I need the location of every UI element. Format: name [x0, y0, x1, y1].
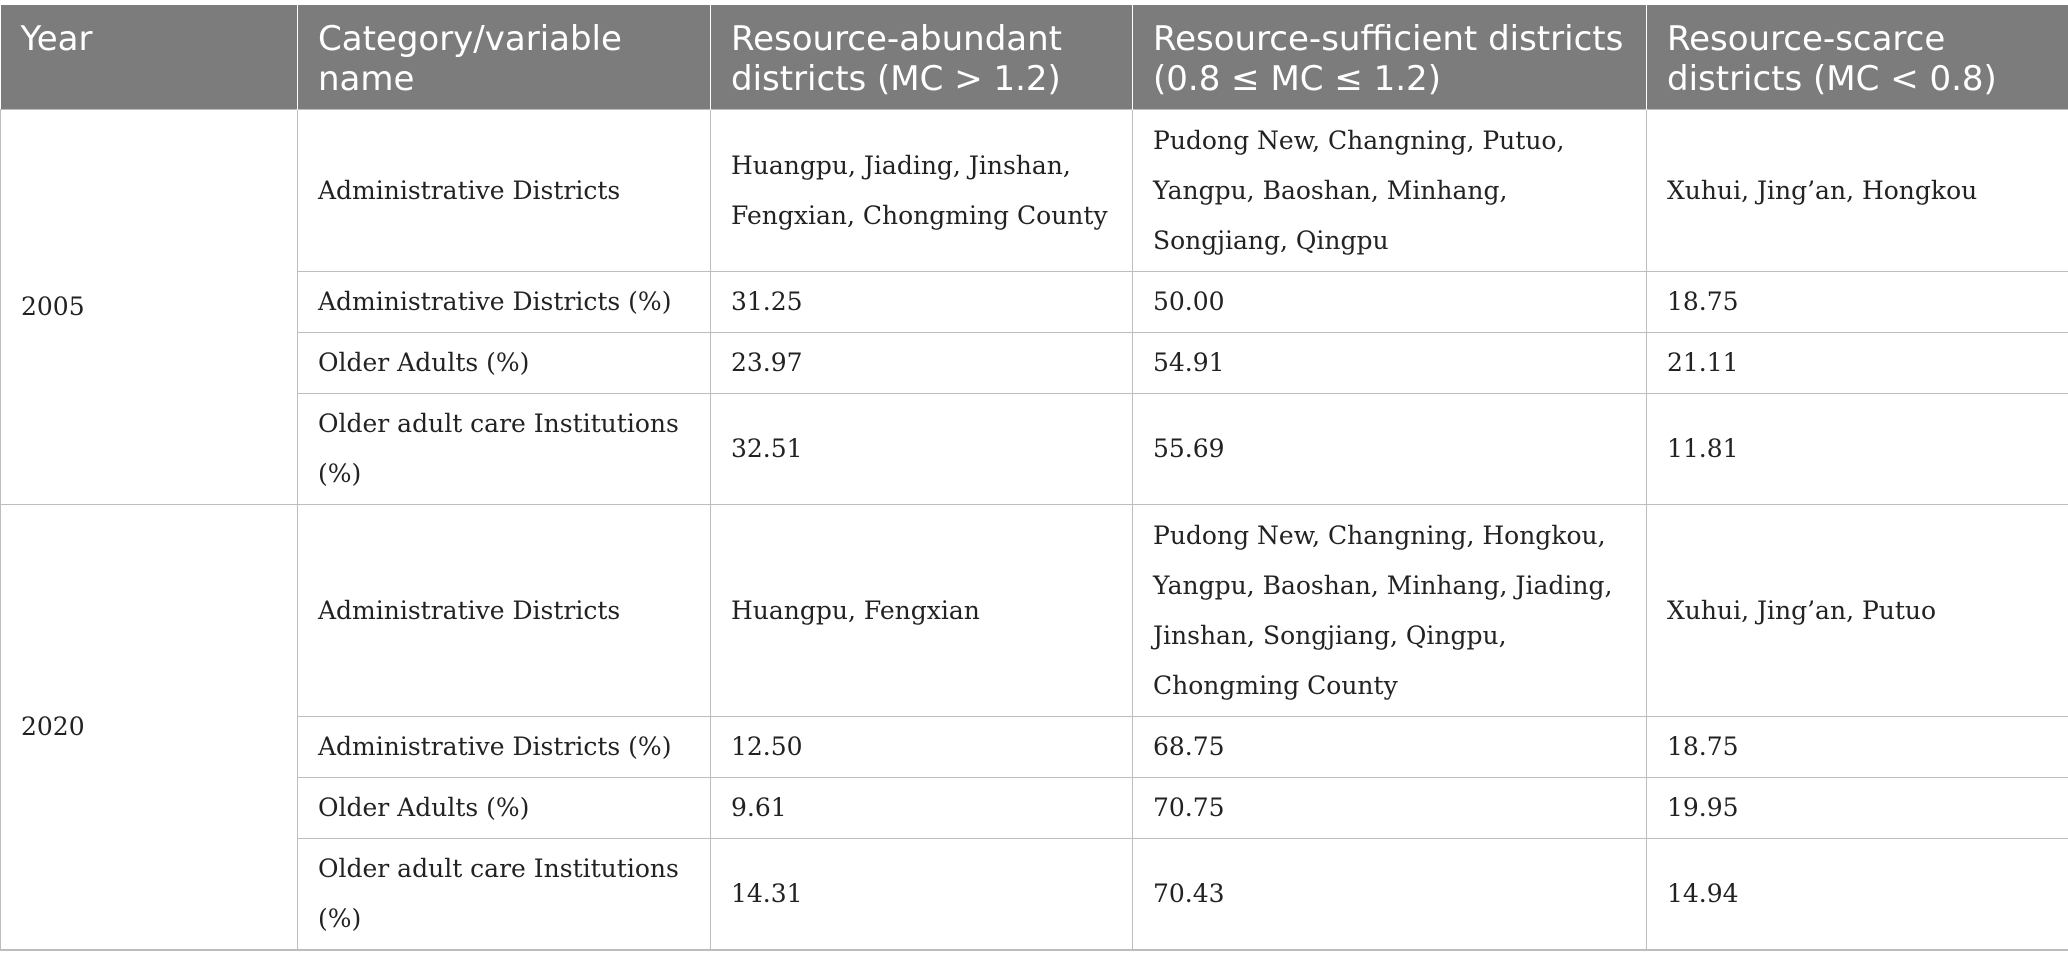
sufficient-cell: 68.75 [1133, 717, 1647, 778]
year-cell: 2020 [1, 505, 298, 950]
scarce-cell: 18.75 [1647, 272, 2068, 333]
category-cell: Older adult care Institutions (%) [298, 839, 711, 950]
abundant-cell: 31.25 [711, 272, 1133, 333]
scarce-cell: 11.81 [1647, 394, 2068, 505]
table-row [1, 394, 2068, 505]
sufficient-cell: 55.69 [1133, 394, 1647, 505]
scarce-cell: Xuhui, Jing’an, Hongkou [1647, 110, 2068, 272]
header-year: Year [1, 5, 298, 110]
table-row [1, 110, 2068, 272]
table-row [1, 839, 2068, 950]
category-cell: Administrative Districts [298, 110, 711, 272]
sufficient-cell: 70.75 [1133, 778, 1647, 839]
abundant-cell: 9.61 [711, 778, 1133, 839]
sufficient-cell: Pudong New, Changning, Hongkou, Yangpu, Baoshan, Minhang, Jiading, Jinshan, Songjiang, Qingpu, Chongming County [1133, 505, 1647, 717]
abundant-cell: Huangpu, Jiading, Jinshan, Fengxian, Chongming County [711, 110, 1133, 272]
header-category: Category/variable name [298, 5, 711, 110]
category-cell: Older adult care Institutions (%) [298, 394, 711, 505]
sufficient-cell: Pudong New, Changning, Putuo, Yangpu, Baoshan, Minhang, Songjiang, Qingpu [1133, 110, 1647, 272]
table-row [1, 333, 2068, 394]
scarce-cell: Xuhui, Jing’an, Putuo [1647, 505, 2068, 717]
year-cell: 2005 [1, 110, 298, 505]
header-abundant: Resource-abundant districts (MC > 1.2) [711, 5, 1133, 110]
sufficient-cell: 50.00 [1133, 272, 1647, 333]
abundant-cell: 23.97 [711, 333, 1133, 394]
abundant-cell: 14.31 [711, 839, 1133, 950]
scarce-cell: 21.11 [1647, 333, 2068, 394]
sufficient-cell: 54.91 [1133, 333, 1647, 394]
table-row [1, 717, 2068, 778]
category-cell: Administrative Districts (%) [298, 717, 711, 778]
category-cell: Older Adults (%) [298, 778, 711, 839]
scarce-cell: 18.75 [1647, 717, 2068, 778]
abundant-cell: 32.51 [711, 394, 1133, 505]
district-resource-table [0, 5, 2068, 951]
table-row [1, 778, 2068, 839]
scarce-cell: 14.94 [1647, 839, 2068, 950]
category-cell: Administrative Districts (%) [298, 272, 711, 333]
header-row [1, 5, 2068, 110]
header-sufficient: Resource-sufficient districts (0.8 ≤ MC ≤ 1.2) [1133, 5, 1647, 110]
sufficient-cell: 70.43 [1133, 839, 1647, 950]
table-row [1, 272, 2068, 333]
category-cell: Administrative Districts [298, 505, 711, 717]
abundant-cell: Huangpu, Fengxian [711, 505, 1133, 717]
category-cell: Older Adults (%) [298, 333, 711, 394]
table-row [1, 505, 2068, 717]
abundant-cell: 12.50 [711, 717, 1133, 778]
scarce-cell: 19.95 [1647, 778, 2068, 839]
header-scarce: Resource-scarce districts (MC < 0.8) [1647, 5, 2068, 110]
